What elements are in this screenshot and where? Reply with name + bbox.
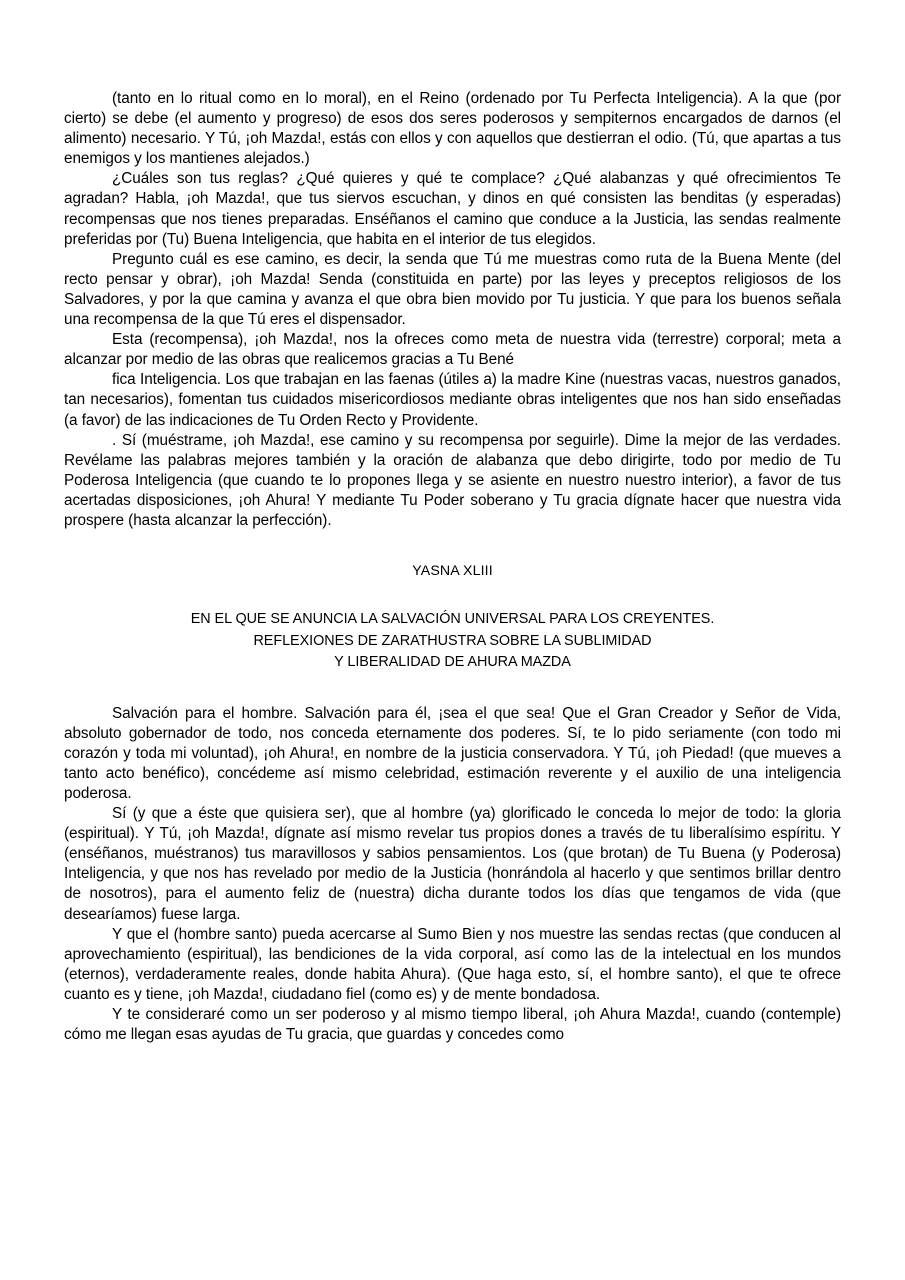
heading-top-spacer [64,531,841,561]
paragraph-3: Pregunto cuál es ese camino, es decir, la senda que Tú me muestras como ruta de la Buena Mente (del recto pensar y obrar), ¡oh Mazda! Senda (constituida en parte) por las leyes y preceptos religiosos de los Salvadores, y por la que camina y avanza el que obra bien movido por Tu justicia. Y que para los buenos señala una recompensa de la que Tú eres el dispensador. [64,250,841,329]
heading-mid-spacer [64,581,841,609]
paragraph-4: Esta (recompensa), ¡oh Mazda!, nos la ofreces como meta de nuestra vida (terrestre) corporal; meta a alcanzar por medio de las obras que realicemos gracias a Tu Bené [64,331,841,369]
paragraph-10: Y te consideraré como un ser poderoso y al mismo tiempo liberal, ¡oh Ahura Mazda!, cuando (contemple) cómo me llegan esas ayudas de Tu gracia, que guardas y concedes como [64,1005,841,1044]
paragraph-8: Sí (y que a éste que quisiera ser), que al hombre (ya) glorificado le conceda lo mejor de todo: la gloria (espiritual). Y Tú, ¡oh Mazda!, dígnate así mismo revelar tus propios dones a través de tu liberalísimo espíritu. Y (enséñanos, muéstranos) tus maravillosos y sabios pensamientos. Los (que brotan) de Tu Buena (y Poderosa) Inteligencia, y que nos has revelado por medio de la Justicia (honrándola al hacerlo y que sentimos brillar dentro de nosotros), para el aumento feliz de (nuestra) dicha durante todos los días que tengamos de vida (que desearíamos) fuese larga. [64,805,841,923]
page-subtitle-line-2: REFLEXIONES DE ZARATHUSTRA SOBRE LA SUBLIMIDAD [253,632,652,649]
heading-bottom-spacer [64,674,841,704]
paragraph-7: Salvación para el hombre. Salvación para él, ¡sea el que sea! Que el Gran Creador y Señor de Vida, absoluto gobernador de todo, nos conceda eternamente dos poderes. Sí, te lo pido seriamente (con todo mi corazón y toda mi voluntad), ¡oh Ahura!, en nombre de la justicia conservadora. Y Tú, ¡oh Piedad! (que mueves a tanto acto benéfico), concédeme así mismo celebridad, estimación reverente y el auxilio de una inteligencia poderosa. [64,704,841,802]
page-subtitle-line-1: EN EL QUE SE ANUNCIA LA SALVACIÓN UNIVERSAL PARA LOS CREYENTES. [190,611,715,628]
page-subtitle-line-3: Y LIBERALIDAD DE AHURA MAZDA [334,654,571,671]
page-subtitle [64,609,841,674]
paragraph-1: (tanto en lo ritual como en lo moral), en el Reino (ordenado por Tu Perfecta Inteligencia). A la que (por cierto) se debe (el aumento y progreso) de esos dos seres poderosos y sempiternos encargados de darnos (el alimento) necesario. Y Tú, ¡oh Mazda!, estás con ellos y con aquellos que destierran el odio. (Tú, que apartas a tus enemigos y los mantienes alejados.) [64,90,841,168]
paragraph-2: ¿Cuáles son tus reglas? ¿Qué quieres y qué te complace? ¿Qué alabanzas y qué ofrecimientos Te agradan? Habla, ¡oh Mazda!, que tus siervos escuchan, y dinos en qué consisten las benditas (y esperadas) recompensas que nos tienes preparadas. Enséñanos el camino que conduce a la Justicia, las sendas realmente preferidas por (Tu) Buena Inteligencia, que habita en el interior de tus elegidos. [64,170,841,248]
document-text-column [64,89,841,1045]
paragraph-9: Y que el (hombre santo) pueda acercarse al Sumo Bien y nos muestre las sendas rectas (que conducen al aprovechamiento (espiritual), las bendiciones de la vida corporal, así como las de la intelectual en los mundos (eternos), verdaderamente reales, donde habita Ahura). (Que haga esto, sí, el hombre santo), el que te ofrece cuanto es y tiene, ¡oh Mazda!, ciudadano fiel (como es) y de mente bondadosa. [64,925,841,1003]
page-title: YASNA XLIII [412,563,493,580]
paragraph-5: fica Inteligencia. Los que trabajan en las faenas (útiles a) la madre Kine (nuestras vacas, nuestros ganados, tan necesarios), fomentan tus cuidados misericordiosos mediante obras inteligentes que nos han sido enseñadas (a favor) de las indicaciones de Tu Orden Recto y Providente. [64,371,841,429]
paragraph-6: . Sí (muéstrame, ¡oh Mazda!, ese camino y su recompensa por seguirle). Dime la mejor de las verdades. Revélame las palabras mejores también y la oración de alabanza que debo dirigirte, todo por medio de Tu Poderosa Inteligencia (que cuando te lo propones llega y se asiente en nuestro nuestro interior), a favor de tus acertadas disposiciones, ¡oh Ahura! Y mediante Tu Poder soberano y Tu gracia dígnate hacer que nuestra vida prospere (hasta alcanzar la perfección). [64,431,841,529]
